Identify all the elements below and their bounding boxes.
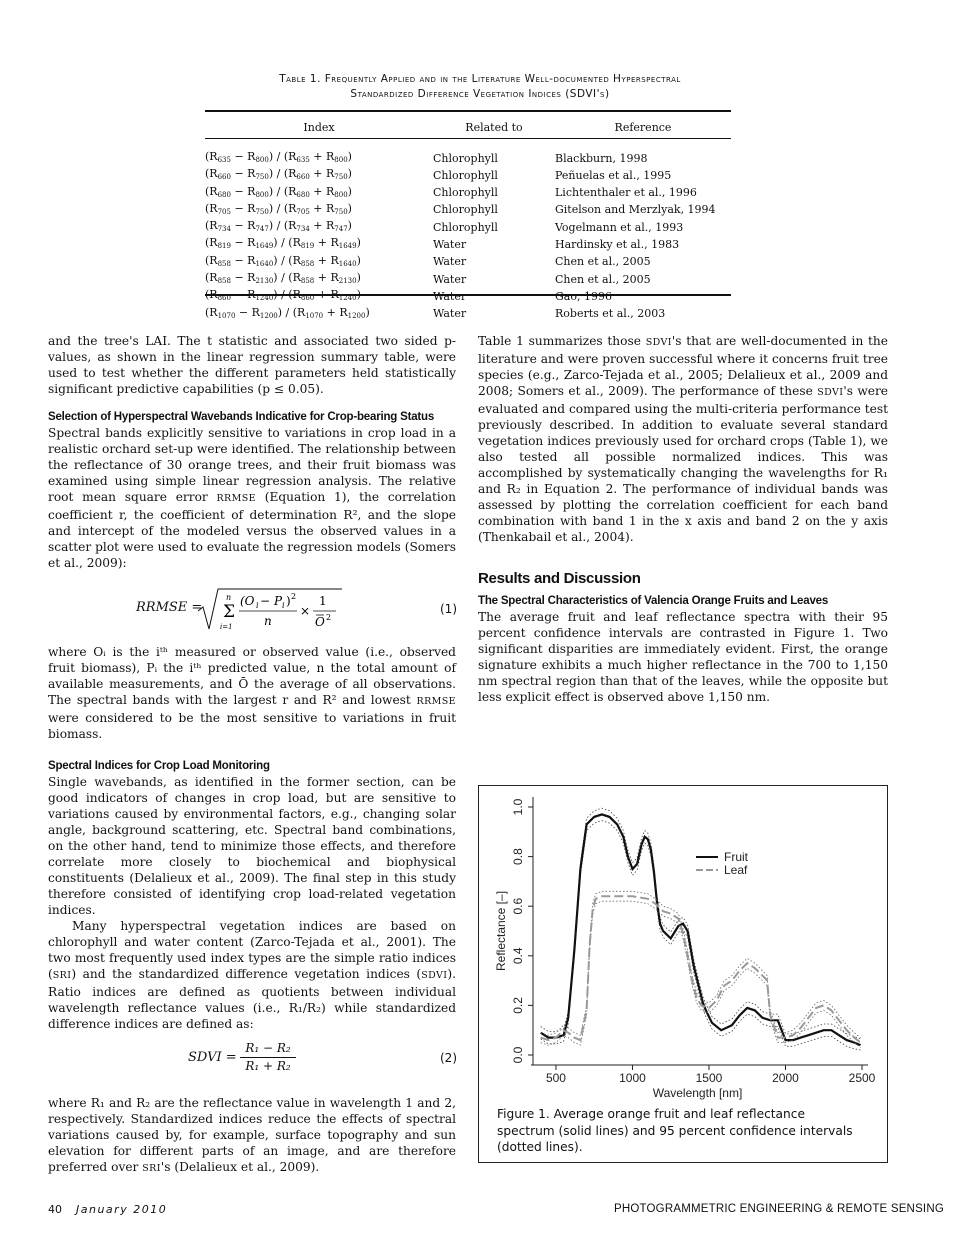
left-column-bottom: [48, 1095, 456, 1177]
cell-index: $(R_{858} - R_{2130}) / (R_{858} + R_{2130})$: [205, 271, 361, 286]
y-tick-label: 1.0: [511, 798, 525, 816]
equation-1-label: RRMSE =: [136, 600, 203, 615]
cell-reference: Lichtenthaler et al., 1996: [555, 186, 697, 200]
table-row: [205, 219, 731, 236]
svg-text:−: −: [260, 594, 271, 608]
cell-reference: Gao, 1996: [555, 289, 612, 303]
issue-date: January 2010: [76, 1203, 168, 1216]
col-header-reference: Reference: [614, 120, 672, 134]
equation-2-number: (2): [440, 1051, 457, 1065]
svg-text:n: n: [226, 593, 232, 602]
cell-related: Water: [433, 272, 467, 286]
right-column: [478, 333, 888, 705]
table-row: [205, 271, 731, 288]
svg-text:): ): [286, 594, 291, 608]
page-number: 40: [48, 1203, 62, 1216]
paragraph-table-summary: Table 1 summarizes those SDVI's that are well-documented in the literature and were proven successful where it concerns fruit tree species (e.g., Zarco-Tejada et al., 2005; Delalieux et al., 2009 and 2008; Somers et al., 2009). The performance of these SDVI's were evaluated and compared using the multi-criteria performance test previously described. In addition to evaluate several standard vegetation indices previously used for orchard crops (Table 1), we also tested all possible normalized indices. This was accomplished by systematically changing the wavelengths for R₁ and R₂ in Equation 2. The performance of individual bands was assessed by plotting the correlation coefficient for each band combination with band 1 in the x axis and band 2 on the y axis (Thenkabail et al., 2004).: [478, 334, 888, 544]
table-header-row: [205, 116, 731, 138]
cell-reference: Vogelmann et al., 1993: [555, 220, 684, 234]
equation-2-numerator: R₁ − R₂: [245, 1041, 291, 1055]
svg-text:2: 2: [291, 592, 297, 601]
legend-label-leaf: Leaf: [724, 863, 748, 877]
y-tick-label: 0.8: [511, 848, 525, 865]
svg-text:i=1: i=1: [220, 623, 233, 631]
heading-indices: Spectral Indices for Crop Load Monitoring: [48, 760, 270, 772]
table-row: [205, 202, 731, 219]
left-column-top: [48, 333, 456, 571]
x-tick-label: 2000: [772, 1071, 799, 1085]
paragraph-where-2: where R₁ and R₂ are the reflectance value in wavelength 1 and 2, respectively. Standardized indices reduce the effects of spectral variations caused by, for example, surface topography and sun elevation for different parts of an image, and are therefore preferred over SRI's (Delalieux et al., 2009).: [48, 1096, 456, 1174]
x-tick-label: 500: [545, 1071, 566, 1085]
cell-related: Water: [433, 307, 467, 321]
col-header-index: Index: [303, 120, 335, 134]
equation-1-number: (1): [440, 602, 457, 616]
x-tick-label: 1000: [619, 1071, 646, 1085]
legend-label-fruit: Fruit: [724, 850, 748, 864]
cell-reference: Roberts et al., 2003: [555, 307, 666, 321]
cell-index: $(R_{819} - R_{1649}) / (R_{819} + R_{1649})$: [205, 236, 361, 251]
table-row: [205, 150, 731, 167]
paragraph-results: The average fruit and leaf reflectance spectra with their 95 percent confidence intervals are contrasted in Figure 1. Two significant disparities are immediately evident. First, the orange signature exhibits a much higher reflectance in the 700 to 1,150 nm spectral region than that of the leaves, while the opposite but less explicit effect is observed above 1,150 nm.: [478, 610, 888, 704]
cell-reference: Gitelson and Merzlyak, 1994: [555, 203, 716, 217]
table-row: [205, 236, 731, 253]
svg-text:(O: (O: [240, 594, 255, 608]
fruit-series-line: [541, 814, 861, 1045]
x-axis-label: Wavelength [nm]: [652, 1086, 743, 1100]
table-top-rule: [205, 110, 731, 112]
svg-text:1: 1: [319, 594, 327, 608]
cell-reference: Peñuelas et al., 1995: [555, 168, 672, 182]
table-row: [205, 167, 731, 184]
cell-reference: Chen et al., 2005: [555, 272, 651, 286]
col-header-related: Related to: [465, 120, 523, 134]
y-axis-label: Reflectance [–]: [494, 890, 508, 972]
equation-1-formula: [196, 585, 346, 635]
footer-journal: PHOTOGRAMMETRIC ENGINEERING & REMOTE SENSING: [614, 1203, 944, 1215]
svg-text:Σ: Σ: [223, 602, 236, 622]
table-caption-line-1: Table 1. Frequently Applied and in the Literature Well-documented Hyperspectral: [279, 73, 681, 85]
heading-spectral: The Spectral Characteristics of Valencia Orange Fruits and Leaves: [478, 595, 829, 607]
svg-text:P: P: [274, 594, 283, 608]
y-tick-label: 0.4: [511, 947, 525, 965]
cell-index: $(R_{680} - R_{800}) / (R_{680} + R_{800})$: [205, 184, 352, 199]
cell-index: $(R_{858} - R_{1640}) / (R_{858} + R_{1640})$: [205, 253, 361, 268]
cell-related: Chlorophyll: [433, 203, 498, 217]
cell-index: $(R_{635} - R_{800}) / (R_{635} + R_{800})$: [205, 150, 352, 164]
table-row: [205, 254, 731, 271]
table-row: [205, 185, 731, 202]
cell-related: Water: [433, 237, 467, 251]
svg-text:O: O: [315, 615, 325, 629]
equation-2-denominator: R₁ + R₂: [240, 1057, 296, 1075]
y-tick-label: 0.6: [511, 897, 525, 915]
leaf-series-line: [541, 896, 861, 1042]
footer-page: [48, 1203, 167, 1216]
heading-results: Results and Discussion: [478, 570, 641, 587]
table-row: [205, 288, 731, 305]
sdvi-table: [205, 116, 731, 323]
svg-text:i: i: [256, 601, 259, 610]
cell-reference: Blackburn, 1998: [555, 151, 648, 165]
cell-index: $(R_{734} - R_{747}) / (R_{734} + R_{747})$: [205, 219, 352, 234]
paragraph-intro: and the tree's LAI. The t statistic and associated two sided p-values, as shown in the linear regression summary table, were used to test whether the different parameters held statistically significant predictive capabilities (p ≤ 0.05).: [48, 334, 456, 396]
cell-related: Chlorophyll: [433, 168, 498, 182]
svg-text:×: ×: [300, 604, 311, 618]
cell-related: Chlorophyll: [433, 220, 498, 234]
cell-related: Water: [433, 255, 467, 269]
x-tick-label: 2500: [848, 1071, 876, 1085]
cell-related: Chlorophyll: [433, 151, 498, 165]
cell-index: $(R_{705} - R_{750}) / (R_{705} + R_{750})$: [205, 201, 352, 216]
heading-selection: Selection of Hyperspectral Wavebands Indicative for Crop-bearing Status: [48, 411, 435, 423]
fruit-lower-ci-line: [541, 821, 861, 1050]
equation-2-label: SDVI =: [188, 1050, 237, 1065]
cell-index: $(R_{660} - R_{750}) / (R_{660} + R_{750})$: [205, 167, 352, 182]
cell-index: $(R_{860} - R_{1240}) / (R_{860} + R_{1240})$: [205, 288, 361, 303]
svg-text:2: 2: [326, 613, 332, 622]
svg-text:i: i: [282, 601, 285, 610]
table-row: [205, 306, 731, 323]
reflectance-chart: [478, 785, 888, 1105]
svg-text:n: n: [264, 614, 272, 628]
left-column-middle: [48, 644, 456, 1032]
y-tick-label: 0.2: [511, 997, 525, 1014]
cell-reference: Hardinsky et al., 1983: [555, 237, 680, 251]
paragraph-where-1: where Oᵢ is the iᵗʰ measured or observed value (i.e., observed fruit biomass), Pᵢ the iᵗʰ predicted value, n the total amount of available measurements, and Ō the average of all observations. The spectral bands with the largest r and R² and lowest RRMSE were considered to be the most sensitive to variations in fruit biomass.: [48, 645, 457, 741]
figure-caption: Figure 1. Average orange fruit and leaf reflectance spectrum (solid lines) and 95 percent confidence intervals (dotted lines).: [497, 1107, 853, 1154]
table-caption: [180, 72, 780, 102]
paragraph-many: Many hyperspectral vegetation indices are based on chlorophyll and water content (Zarco-Tejada et al., 2001). The two most frequently used index types are the simple ratio indices (SRI) and the standardized difference vegetation indices (SDVI). Ratio indices are defined as quotients between individual wavelength reflectance values (i.e., R₁/R₂) while standardized difference indices are defined as:: [48, 919, 456, 1031]
table-caption-line-2: Standardized Difference Vegetation Indices (SDVI's): [350, 88, 610, 100]
x-tick-label: 1500: [695, 1071, 723, 1085]
cell-related: Water: [433, 289, 467, 303]
y-tick-label: 0.0: [511, 1046, 525, 1064]
paragraph-indices: Single wavebands, as identified in the former section, can be good indicators of changes in crop load, but are sensitive to variations caused by environmental factors, e.g., changing solar angle, background scattering, etc. Spectral band combinations, on the other hand, tend to minimize those effects, and therefore correlate more closely to biochemical and biophysical constituents (Delalieux et al., 2009). The final step in this study therefore consisted of identifying crop load-related vegetation indices.: [48, 775, 456, 917]
paragraph-selection: Spectral bands explicitly sensitive to variations in crop load in a realistic orchard set-up were identified. The relationship between the reflectance of 30 orange trees, and their fruit biomass was examined using simple linear regression analysis. The relative root mean square error RRMSE (Equation 1), the correlation coefficient r, the coefficient of determination R², and the slope and intercept of the modeled versus the observed values in a scatter plot were used to evaluate the regression models (Somers et al., 2009):: [48, 426, 456, 570]
cell-reference: Chen et al., 2005: [555, 255, 651, 269]
equation-2-fraction: [240, 1040, 296, 1075]
cell-related: Chlorophyll: [433, 186, 498, 200]
cell-index: $(R_{1070} - R_{1200}) / (R_{1070} + R_{1200})$: [205, 305, 370, 320]
